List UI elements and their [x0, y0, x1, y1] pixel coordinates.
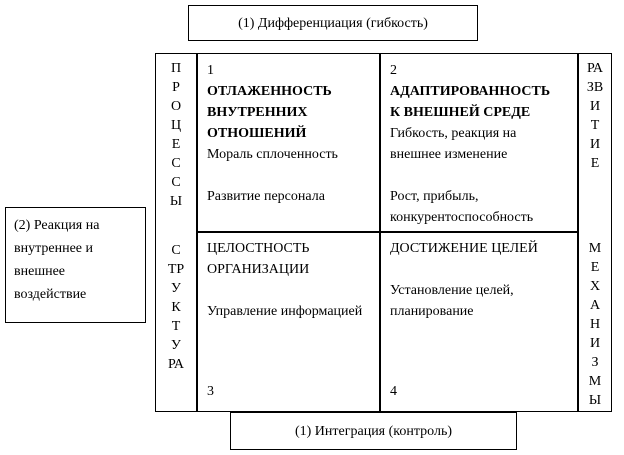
left-note-label: (2) Реакция на внутреннее и внешнее воздействие — [14, 218, 100, 302]
quadrant-1-title: ОТЛАЖЕННОСТЬ ВНУТРЕННИХ ОТНОШЕНИЙ — [207, 84, 332, 141]
axis-word-structure — [156, 241, 196, 374]
quadrant-1-item: Развитие персонала — [207, 189, 325, 204]
axis-word-structure-text: СТРУКТУРА — [167, 243, 185, 372]
quadrant-1-item: Мораль сплоченность — [207, 147, 338, 162]
quadrant-4-number: 4 — [390, 384, 397, 399]
quadrant-3-title: ЦЕЛОСТНОСТЬ ОРГАНИЗАЦИИ — [207, 241, 310, 277]
axis-word-development-text: РАЗВИТИЕ — [586, 61, 604, 171]
quadrant-3-item: Управление информацией — [207, 304, 363, 319]
quadrant-4 — [380, 232, 577, 408]
axis-word-processes-text: ПРОЦЕССЫ — [169, 61, 183, 209]
quadrant-4-item: Установление целей, планирование — [390, 283, 514, 319]
axis-word-processes — [156, 59, 196, 211]
axis-word-mechanisms-text: МЕХАНИЗМЫ — [588, 241, 602, 408]
quadrant-1 — [197, 54, 379, 231]
quadrant-2-item: Рост, прибыль, конкурентоспособность — [390, 189, 534, 225]
axis-word-mechanisms — [577, 239, 613, 410]
bottom-axis-label: (1) Интеграция (контроль) — [294, 423, 453, 439]
left-note-box — [5, 207, 146, 323]
quadrant-4-title: ДОСТИЖЕНИЕ ЦЕЛЕЙ — [390, 241, 538, 256]
matrix-table — [155, 53, 612, 412]
quadrant-2-title: АДАПТИРОВАННОСТЬ К ВНЕШНЕЙ СРЕДЕ — [390, 84, 551, 120]
quadrant-3-number: 3 — [207, 384, 214, 399]
quadrant-2 — [380, 54, 577, 231]
quadrant-3 — [197, 232, 379, 408]
top-axis-label: (1) Дифференциация (гибкость) — [238, 15, 428, 31]
bottom-axis-label-box — [230, 412, 517, 450]
quadrant-2-item: Гибкость, реакция на внешнее изменение — [390, 126, 517, 162]
top-axis-label-box — [188, 5, 478, 41]
axis-word-development — [577, 59, 613, 173]
quadrant-1-number: 1 — [207, 63, 214, 78]
quadrant-2-number: 2 — [390, 63, 397, 78]
